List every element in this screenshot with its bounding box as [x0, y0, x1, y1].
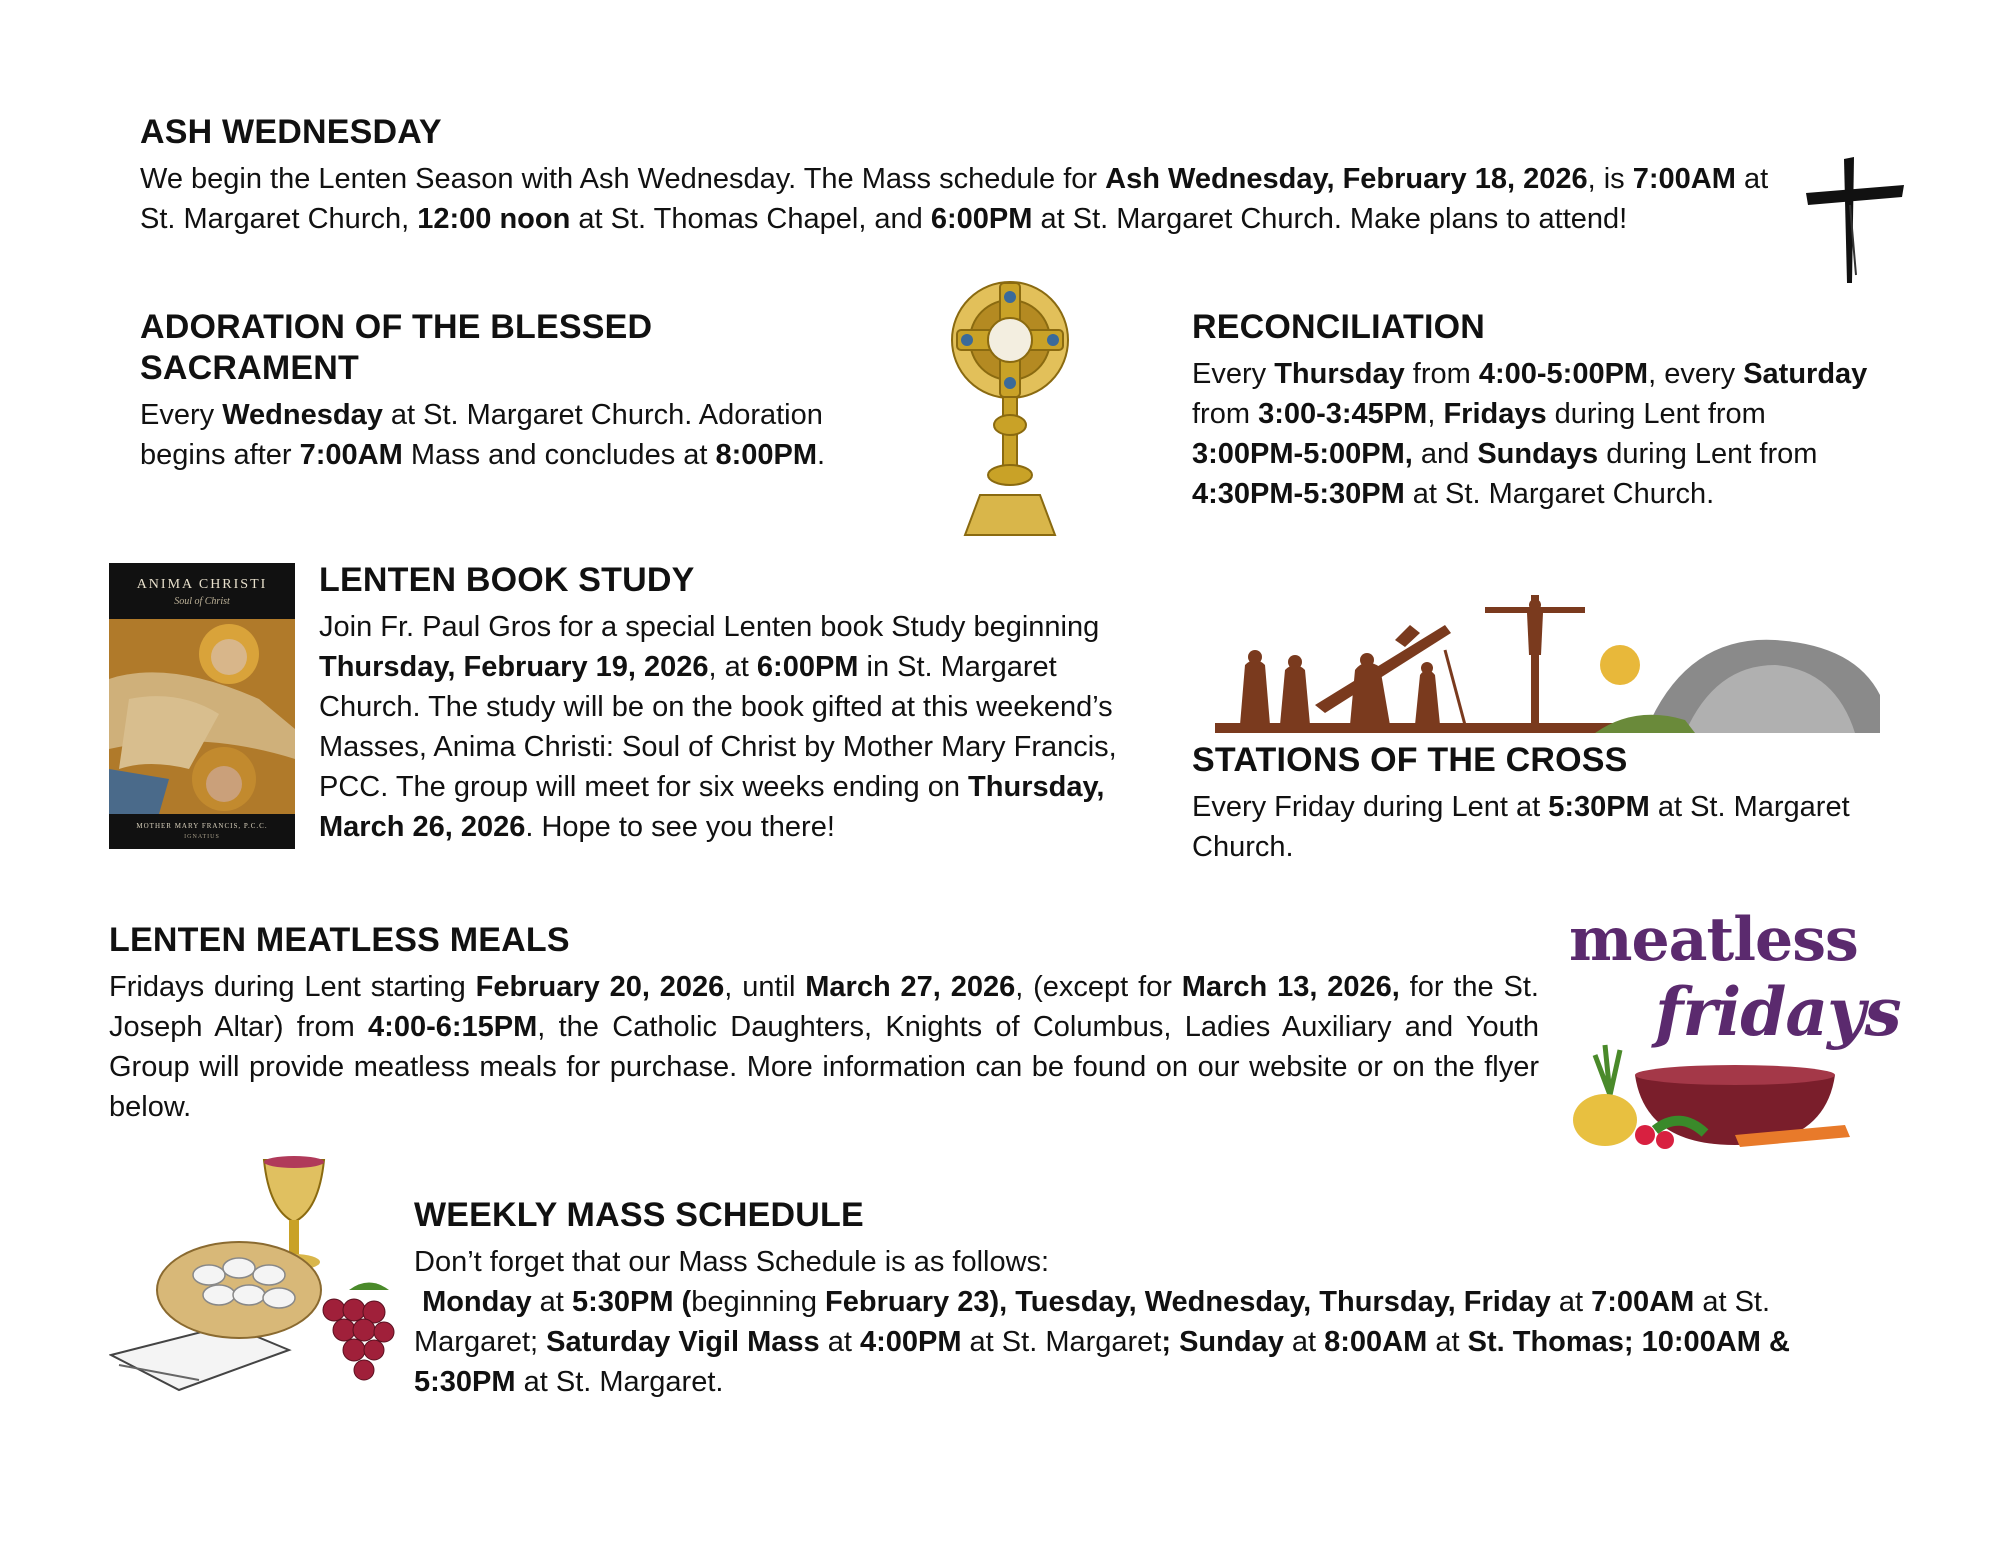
monstrance-icon [945, 275, 1075, 540]
stations-text: Every Friday during Lent at 5:30PM at St. Margaret Church. [1192, 790, 1850, 863]
meatless-meals-title: LENTEN MEATLESS MEALS [109, 921, 570, 959]
reconciliation-section [1192, 307, 1882, 514]
ash-wednesday-section [140, 112, 1800, 239]
book-cover-author: MOTHER MARY FRANCIS, P.C.C. [136, 822, 268, 830]
meatless-meals-text: Fridays during Lent starting February 20, 2026, until March 27, 2026, (except for March 13, 2026, for the St. Joseph Altar) from 4:00-6:15PM, the Catholic Daughters, Knights of Columbus, Ladies Auxiliary and Youth Group will provide meatless meals for purchase. More information can be found on our website or on the flyer below. [109, 970, 1539, 1123]
book-cover-subtitle: Soul of Christ [174, 596, 230, 607]
book-study-text: Join Fr. Paul Gros for a special Lenten book Study beginning Thursday, February 19, 2026, at 6:00PM in St. Margaret Church. The study will be on the book gifted at this weekend’s Masses, Anima Christi: Soul of Christ by Mother Mary Francis, PCC. The group will meet for six weeks ending on Thursday, March 26, 2026. Hope to see you there! [319, 610, 1117, 843]
book-cover-art [109, 619, 295, 814]
ash-cross-icon [1800, 155, 1910, 285]
meatless-fridays-logo-line1: meatless [1569, 905, 1858, 975]
adoration-section [140, 307, 870, 475]
adoration-text: Every Wednesday at St. Margaret Church. Adoration begins after 7:00AM Mass and concludes at 8:00PM. [140, 398, 826, 471]
weekly-mass-title: WEEKLY MASS SCHEDULE [414, 1196, 864, 1234]
stations-section [1192, 740, 1892, 867]
meatless-fridays-logo-line2: fridays [1655, 973, 1901, 1051]
book-cover-publisher: IGNATIUS [184, 834, 220, 840]
stations-silhouette-image [1215, 585, 1880, 735]
book-study-title: LENTEN BOOK STUDY [319, 561, 695, 599]
book-cover-title: ANIMA CHRISTI [136, 577, 268, 592]
ash-wednesday-text: We begin the Lenten Season with Ash Wednesday. The Mass schedule for Ash Wednesday, February 18, 2026, is 7:00AM at St. Margaret Church, 12:00 noon at St. Thomas Chapel, and 6:00PM at St. Margaret Church. Make plans to attend! [140, 162, 1769, 235]
book-cover-image [109, 563, 295, 849]
meatless-fridays-logo [1565, 905, 1901, 1155]
stations-title: STATIONS OF THE CROSS [1192, 741, 1628, 779]
vegetable-bowl-icon [1565, 995, 1895, 1155]
chalice-bread-grapes-icon [109, 1150, 399, 1400]
ash-wednesday-title: ASH WEDNESDAY [140, 113, 442, 151]
book-study-section [319, 560, 1139, 847]
weekly-mass-section [414, 1195, 1894, 1402]
reconciliation-title: RECONCILIATION [1192, 308, 1486, 346]
reconciliation-text: Every Thursday from 4:00-5:00PM, every Saturday from 3:00-3:45PM, Fridays during Lent from 3:00PM-5:00PM, and Sundays during Lent from 4:30PM-5:30PM at St. Margaret Church. [1192, 357, 1868, 510]
weekly-mass-intro: Don’t forget that our Mass Schedule is as follows: [414, 1245, 1050, 1278]
weekly-mass-text: Monday at 5:30PM (beginning February 23), Tuesday, Wednesday, Thursday, Friday at 7:00AM at St. Margaret; Saturday Vigil Mass at 4:00PM at St. Margaret; Sunday at 8:00AM at St. Thomas; 10:00AM & 5:30PM at St. Margaret. [414, 1285, 1790, 1398]
adoration-title: ADORATION OF THE BLESSED SACRAMENT [140, 308, 653, 387]
meatless-meals-section [109, 920, 1539, 1127]
